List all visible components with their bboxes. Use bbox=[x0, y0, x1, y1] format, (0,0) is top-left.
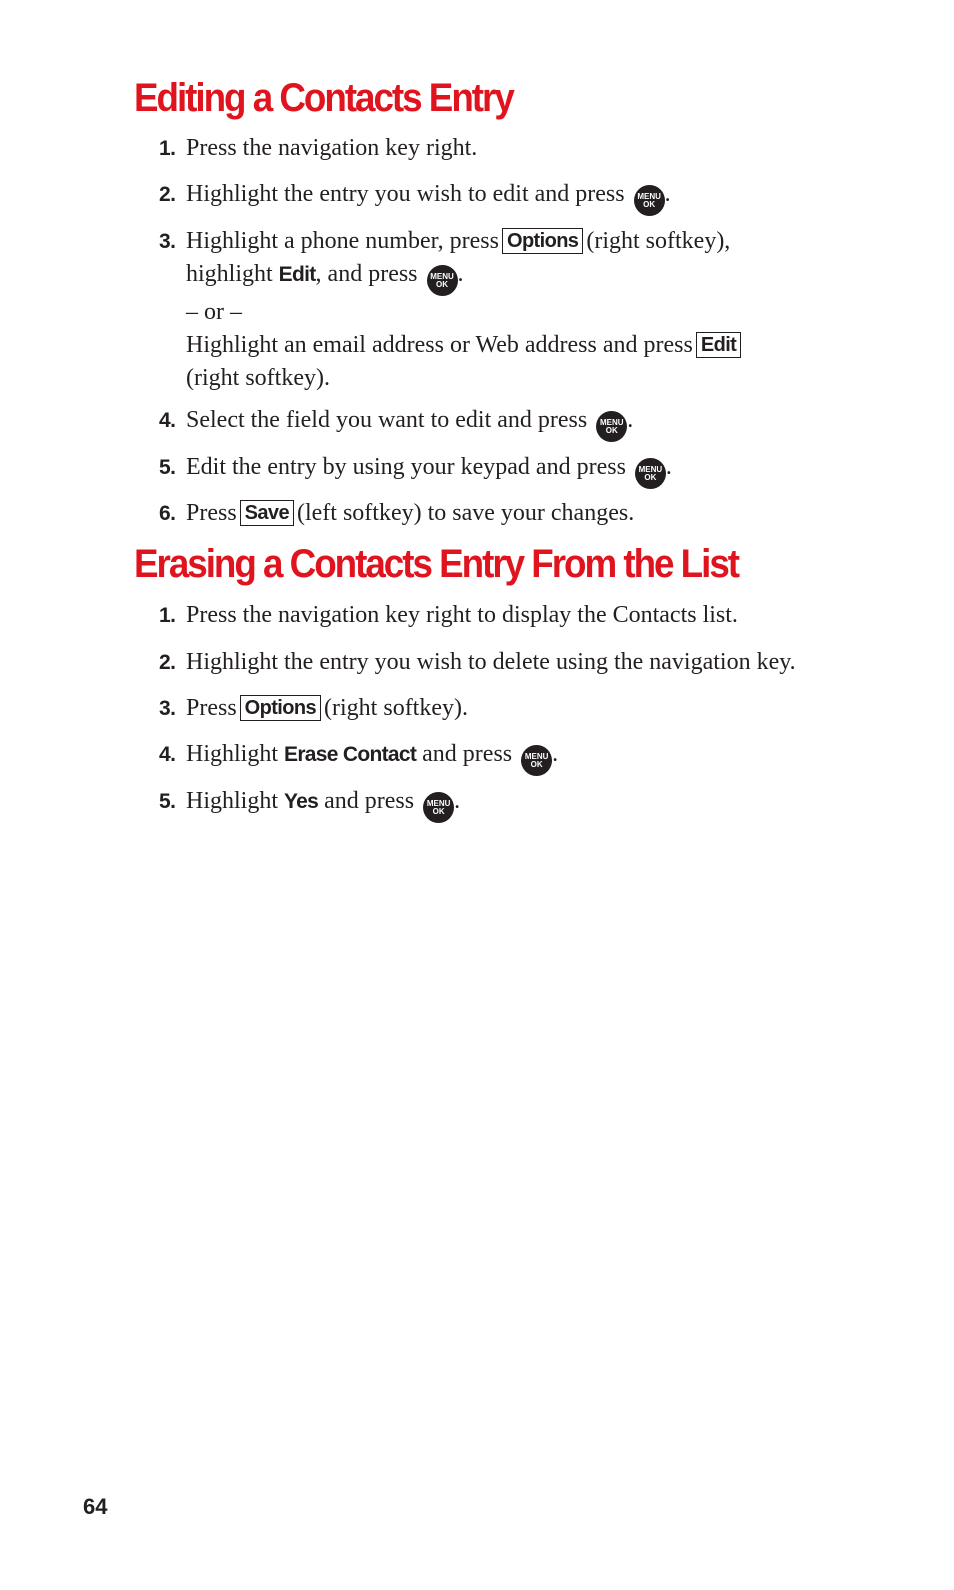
menu-ok-key-icon: MENU OK bbox=[596, 411, 627, 442]
menu-ok-key-icon: MENU OK bbox=[521, 745, 552, 776]
or-separator: – or – bbox=[186, 299, 242, 325]
step-number: 3. bbox=[159, 230, 176, 253]
step-number: 5. bbox=[159, 456, 176, 479]
save-softkey-label: Save bbox=[240, 500, 294, 526]
step-text: Highlight the entry you wish to edit and press bbox=[186, 181, 625, 207]
edit-keyword: Edit bbox=[278, 263, 316, 286]
step-number: 2. bbox=[159, 651, 176, 674]
step-number: 6. bbox=[159, 502, 176, 525]
step-number: 4. bbox=[159, 409, 176, 432]
step-text: Highlight the entry you wish to delete using the navigation key. bbox=[186, 649, 796, 675]
edit-softkey-label: Edit bbox=[696, 332, 741, 358]
section-title-editing: Editing a Contacts Entry bbox=[134, 76, 513, 120]
section-title-erasing: Erasing a Contacts Entry From the List bbox=[134, 542, 739, 586]
step-number: 2. bbox=[159, 183, 176, 206]
menu-ok-key-icon: MENU OK bbox=[634, 185, 665, 216]
menu-ok-key-icon: MENU OK bbox=[423, 792, 454, 823]
step-text: Edit the entry by using your keypad and press bbox=[186, 454, 626, 480]
step-number: 3. bbox=[159, 697, 176, 720]
step-number: 1. bbox=[159, 137, 176, 160]
step-number: 4. bbox=[159, 743, 176, 766]
step-text: Press the navigation key right to display the Contacts list. bbox=[186, 602, 738, 628]
step-text: Select the field you want to edit and press bbox=[186, 407, 588, 433]
step-number: 1. bbox=[159, 604, 176, 627]
step-number: 5. bbox=[159, 790, 176, 813]
menu-ok-key-icon: MENU OK bbox=[635, 458, 666, 489]
yes-keyword: Yes bbox=[284, 790, 319, 813]
menu-ok-key-icon: MENU OK bbox=[427, 265, 458, 296]
page-number: 64 bbox=[83, 1494, 108, 1519]
options-softkey-label: Options bbox=[502, 228, 583, 254]
step-text: Press the navigation key right. bbox=[186, 135, 478, 161]
erase-contact-keyword: Erase Contact bbox=[284, 743, 417, 766]
options-softkey-label: Options bbox=[240, 695, 321, 721]
